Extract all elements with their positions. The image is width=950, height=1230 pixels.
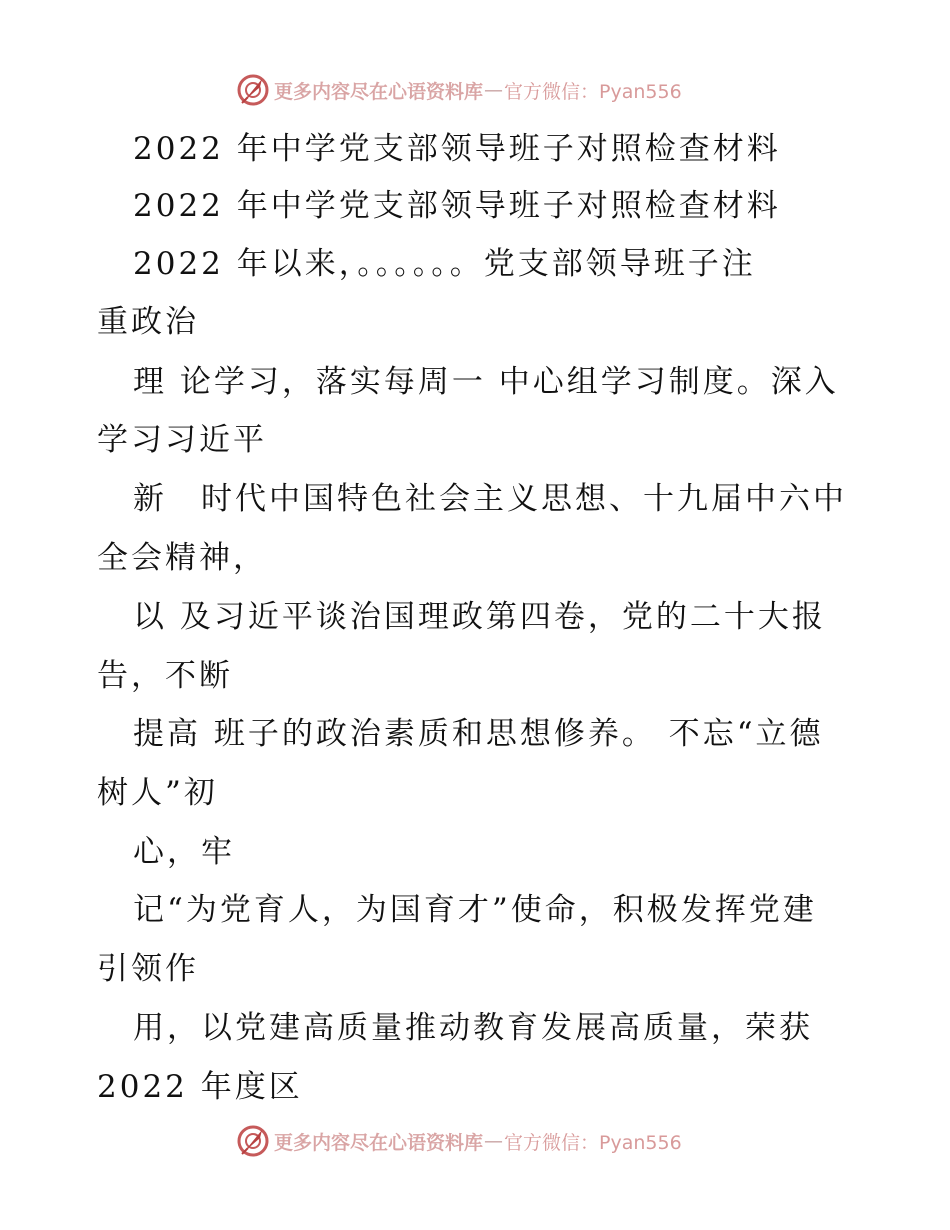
paragraph-line: 记“为党育人，为国育才”使命，积极发挥党建 (133, 892, 817, 928)
paragraph-line: 提高 班子的政治素质和思想修养。 不忘“立德 (133, 716, 824, 752)
quill-logo-icon (236, 73, 270, 107)
paragraph-line: 2022 年度区 (97, 1069, 303, 1105)
paragraph-line: 重政治 (97, 304, 199, 340)
paragraph-line: 新 时代中国特色社会主义思想、十九届中六中 (133, 481, 847, 517)
document-title: 2022 年中学党支部领导班子对照检查材料 (133, 131, 781, 167)
watermark-dash: — (484, 1130, 504, 1152)
paragraph-line: 树人”初 (97, 775, 218, 811)
watermark-main-text: 更多内容尽在心语资料库 (274, 80, 484, 103)
paragraph-line: 学习习近平 (97, 422, 267, 458)
paragraph-line: 以 及习近平谈治国理政第四卷，党的二十大报 (133, 599, 826, 635)
paragraph-line: 全会精神， (97, 540, 267, 576)
paragraph-line: 告，不断 (97, 658, 233, 694)
paragraph-line: 心，牢 (133, 834, 235, 870)
header-watermark (236, 73, 682, 107)
document-title-repeat: 2022 年中学党支部领导班子对照检查材料 (133, 188, 781, 224)
paragraph-line: 理 论学习，落实每周一 中心组学习制度。深入 (133, 364, 839, 400)
quill-logo-icon (236, 1124, 270, 1158)
watermark-wechat-text: 官方微信：Pyan556 (504, 1131, 682, 1154)
paragraph-line: 用，以党建高质量推动教育发展高质量，荣获 (133, 1010, 813, 1046)
watermark-dash: — (484, 79, 504, 101)
watermark-wechat-text: 官方微信：Pyan556 (504, 80, 682, 103)
watermark-main-text: 更多内容尽在心语资料库 (274, 1131, 484, 1154)
paragraph-line: 引领作 (97, 951, 199, 987)
paragraph-line: 2022 年以来，。。。。。。党支部领导班子注 (133, 246, 756, 282)
footer-watermark (236, 1124, 682, 1158)
